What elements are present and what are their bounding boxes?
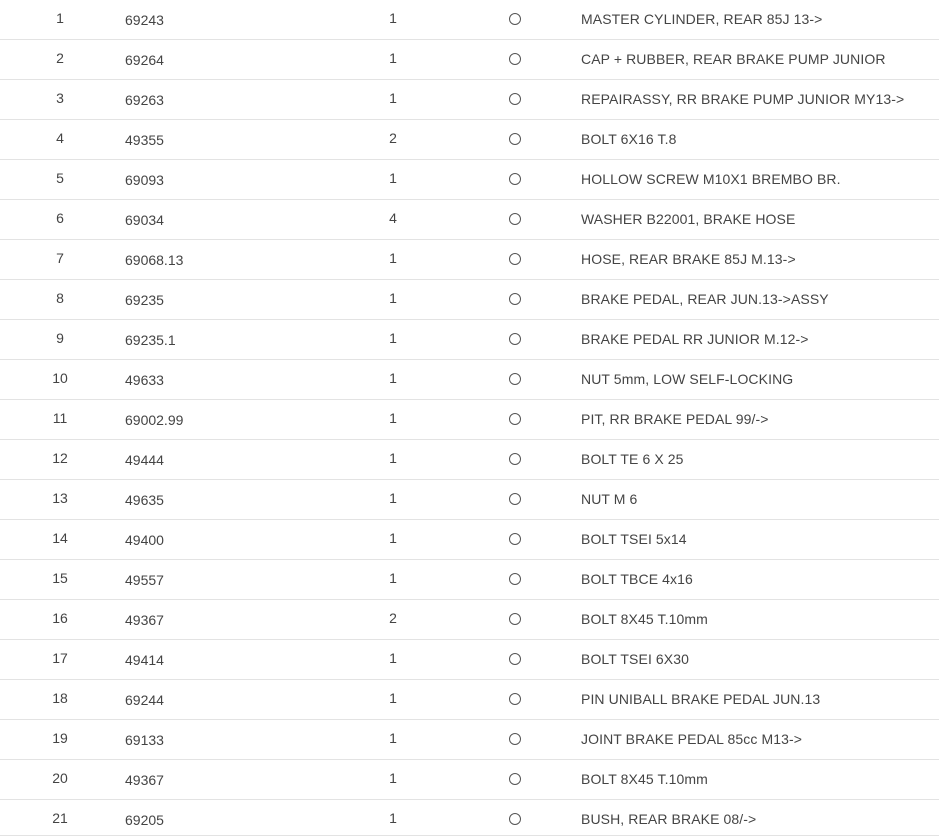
table-row[interactable]	[0, 80, 939, 120]
article-number: 69244	[125, 692, 164, 708]
row-select-radio[interactable]	[509, 293, 521, 305]
article-number: 49557	[125, 572, 164, 588]
position-number: 10	[52, 370, 68, 386]
position-number: 15	[52, 570, 68, 586]
table-row[interactable]	[0, 40, 939, 80]
row-select-radio[interactable]	[509, 173, 521, 185]
table-row[interactable]	[0, 680, 939, 720]
part-description: BOLT TE 6 X 25	[581, 451, 684, 467]
quantity: 1	[389, 170, 397, 186]
part-description: REPAIRASSY, RR BRAKE PUMP JUNIOR MY13->	[581, 91, 905, 107]
article-number: 49635	[125, 492, 164, 508]
quantity: 1	[389, 490, 397, 506]
quantity: 1	[389, 10, 397, 26]
position-number: 20	[52, 770, 68, 786]
article-number: 69002.99	[125, 412, 184, 428]
quantity: 1	[389, 290, 397, 306]
position-number: 21	[52, 810, 68, 826]
part-description: NUT M 6	[581, 491, 638, 507]
table-row[interactable]	[0, 600, 939, 640]
radio-circle-icon[interactable]	[509, 773, 521, 785]
row-select-radio[interactable]	[509, 333, 521, 345]
part-description: BUSH, REAR BRAKE 08/->	[581, 811, 757, 827]
quantity: 1	[389, 50, 397, 66]
part-description: JOINT BRAKE PEDAL 85cc M13->	[581, 731, 803, 747]
radio-circle-icon[interactable]	[509, 413, 521, 425]
article-number: 69243	[125, 12, 164, 28]
table-row[interactable]	[0, 480, 939, 520]
row-select-radio[interactable]	[509, 653, 521, 665]
position-number: 3	[56, 90, 64, 106]
part-description: BOLT TSEI 5x14	[581, 531, 687, 547]
article-number: 69093	[125, 172, 164, 188]
article-number: 49414	[125, 652, 164, 668]
table-row[interactable]	[0, 0, 939, 40]
position-number: 16	[52, 610, 68, 626]
quantity: 1	[389, 810, 397, 826]
quantity: 1	[389, 730, 397, 746]
position-number: 12	[52, 450, 68, 466]
radio-circle-icon[interactable]	[509, 693, 521, 705]
part-description: BOLT 6X16 T.8	[581, 131, 677, 147]
radio-circle-icon[interactable]	[509, 13, 521, 25]
row-select-radio[interactable]	[509, 493, 521, 505]
table-row[interactable]	[0, 640, 939, 680]
row-select-radio[interactable]	[509, 613, 521, 625]
row-select-radio[interactable]	[509, 93, 521, 105]
part-description: NUT 5mm, LOW SELF-LOCKING	[581, 371, 794, 387]
quantity: 1	[389, 450, 397, 466]
table-row[interactable]	[0, 360, 939, 400]
position-number: 2	[56, 50, 64, 66]
table-row[interactable]	[0, 320, 939, 360]
quantity: 1	[389, 690, 397, 706]
radio-circle-icon[interactable]	[509, 253, 521, 265]
article-number: 69263	[125, 92, 164, 108]
row-select-radio[interactable]	[509, 413, 521, 425]
part-description: PIT, RR BRAKE PEDAL 99/->	[581, 411, 769, 427]
table-row[interactable]	[0, 440, 939, 480]
quantity: 1	[389, 570, 397, 586]
radio-circle-icon[interactable]	[509, 533, 521, 545]
part-description: BOLT 8X45 T.10mm	[581, 611, 708, 627]
part-description: MASTER CYLINDER, REAR 85J 13->	[581, 11, 823, 27]
radio-circle-icon[interactable]	[509, 213, 521, 225]
quantity: 1	[389, 330, 397, 346]
table-row[interactable]	[0, 240, 939, 280]
radio-circle-icon[interactable]	[509, 373, 521, 385]
position-number: 17	[52, 650, 68, 666]
row-select-radio[interactable]	[509, 773, 521, 785]
article-number: 69235	[125, 292, 164, 308]
row-select-radio[interactable]	[509, 373, 521, 385]
position-number: 1	[56, 10, 64, 26]
quantity: 1	[389, 90, 397, 106]
part-description: BOLT TSEI 6X30	[581, 651, 690, 667]
quantity: 2	[389, 610, 397, 626]
position-number: 6	[56, 210, 64, 226]
part-description: WASHER B22001, BRAKE HOSE	[581, 211, 796, 227]
quantity: 2	[389, 130, 397, 146]
article-number: 49367	[125, 772, 164, 788]
table-row[interactable]	[0, 280, 939, 320]
table-row[interactable]	[0, 520, 939, 560]
part-description: BRAKE PEDAL, REAR JUN.13->ASSY	[581, 291, 829, 307]
radio-circle-icon[interactable]	[509, 813, 521, 825]
row-select-radio[interactable]	[509, 693, 521, 705]
table-row[interactable]	[0, 400, 939, 440]
part-description: HOLLOW SCREW M10X1 BREMBO BR.	[581, 171, 841, 187]
radio-circle-icon[interactable]	[509, 333, 521, 345]
article-number: 49633	[125, 372, 164, 388]
quantity: 1	[389, 530, 397, 546]
part-description: BOLT 8X45 T.10mm	[581, 771, 708, 787]
row-select-radio[interactable]	[509, 453, 521, 465]
article-number: 69133	[125, 732, 164, 748]
part-description: PIN UNIBALL BRAKE PEDAL JUN.13	[581, 691, 821, 707]
position-number: 8	[56, 290, 64, 306]
radio-circle-icon[interactable]	[509, 493, 521, 505]
table-row[interactable]	[0, 760, 939, 800]
table-row[interactable]	[0, 720, 939, 760]
radio-circle-icon[interactable]	[509, 133, 521, 145]
quantity: 1	[389, 370, 397, 386]
article-number: 49355	[125, 132, 164, 148]
part-description: BRAKE PEDAL RR JUNIOR M.12->	[581, 331, 809, 347]
quantity: 1	[389, 650, 397, 666]
row-select-radio[interactable]	[509, 53, 521, 65]
row-select-radio[interactable]	[509, 733, 521, 745]
quantity: 1	[389, 410, 397, 426]
row-select-radio[interactable]	[509, 533, 521, 545]
position-number: 19	[52, 730, 68, 746]
row-select-radio[interactable]	[509, 253, 521, 265]
position-number: 11	[52, 410, 68, 426]
article-number: 69205	[125, 812, 164, 828]
radio-circle-icon[interactable]	[509, 653, 521, 665]
radio-circle-icon[interactable]	[509, 293, 521, 305]
position-number: 9	[56, 330, 64, 346]
article-number: 49400	[125, 532, 164, 548]
row-select-radio[interactable]	[509, 213, 521, 225]
part-description: HOSE, REAR BRAKE 85J M.13->	[581, 251, 796, 267]
radio-circle-icon[interactable]	[509, 573, 521, 585]
part-description: BOLT TBCE 4x16	[581, 571, 693, 587]
article-number: 49444	[125, 452, 164, 468]
row-select-radio[interactable]	[509, 813, 521, 825]
quantity: 1	[389, 770, 397, 786]
row-select-radio[interactable]	[509, 133, 521, 145]
table-row[interactable]	[0, 160, 939, 200]
table-row[interactable]	[0, 200, 939, 240]
article-number: 69235.1	[125, 332, 176, 348]
position-number: 4	[56, 130, 64, 146]
quantity: 4	[389, 210, 397, 226]
radio-circle-icon[interactable]	[509, 733, 521, 745]
position-number: 18	[52, 690, 68, 706]
radio-circle-icon[interactable]	[509, 53, 521, 65]
radio-circle-icon[interactable]	[509, 613, 521, 625]
position-number: 7	[56, 250, 64, 266]
article-number: 69264	[125, 52, 164, 68]
radio-circle-icon[interactable]	[509, 93, 521, 105]
radio-circle-icon[interactable]	[509, 173, 521, 185]
position-number: 13	[52, 490, 68, 506]
row-select-radio[interactable]	[509, 573, 521, 585]
radio-circle-icon[interactable]	[509, 453, 521, 465]
row-select-radio[interactable]	[509, 13, 521, 25]
part-description: CAP + RUBBER, REAR BRAKE PUMP JUNIOR	[581, 51, 886, 67]
article-number: 69034	[125, 212, 164, 228]
table-row[interactable]	[0, 800, 939, 836]
table-row[interactable]	[0, 120, 939, 160]
position-number: 14	[52, 530, 68, 546]
quantity: 1	[389, 250, 397, 266]
position-number: 5	[56, 170, 64, 186]
article-number: 49367	[125, 612, 164, 628]
article-number: 69068.13	[125, 252, 184, 268]
table-row[interactable]	[0, 560, 939, 600]
